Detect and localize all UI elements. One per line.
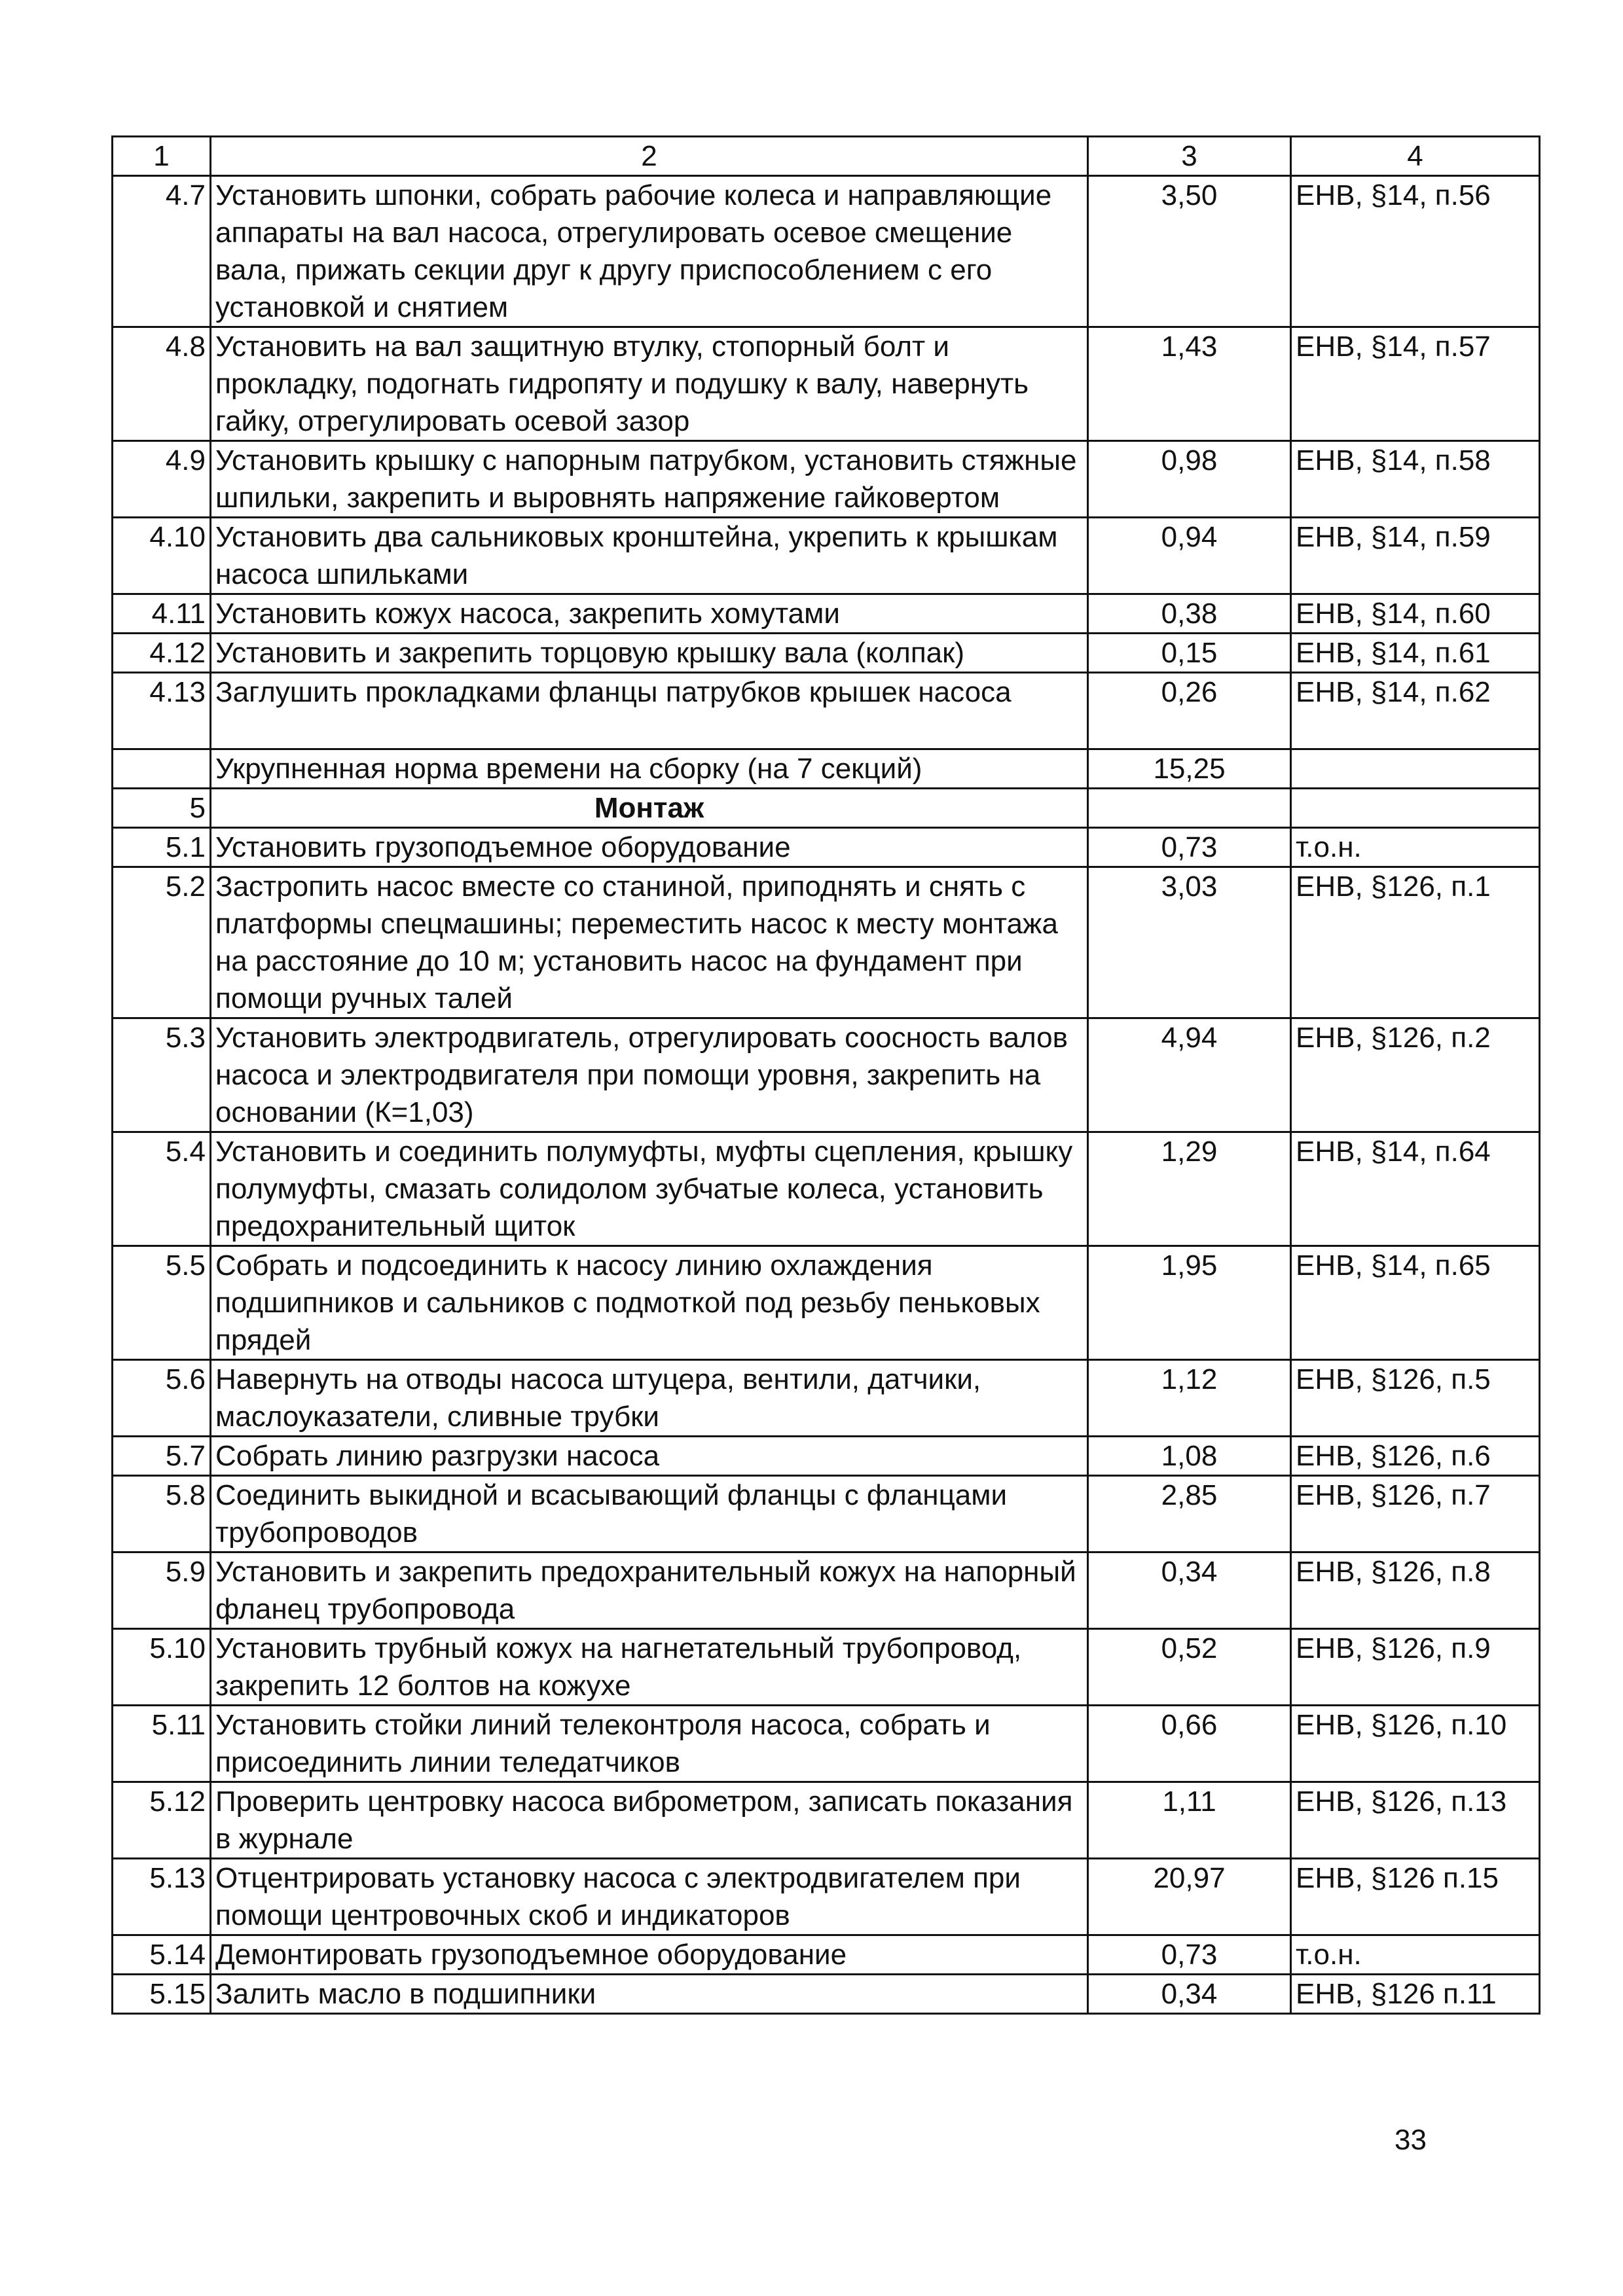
row-number: 5.10 bbox=[113, 1629, 211, 1706]
row-norm-value: 2,85 bbox=[1088, 1476, 1291, 1552]
row-reference: ЕНВ, §126 п.11 bbox=[1291, 1975, 1540, 2014]
row-description: Установить кожух насоса, закрепить хомутами bbox=[211, 594, 1088, 634]
row-description: Укрупненная норма времени на сборку (на 7 секций) bbox=[211, 749, 1088, 789]
row-norm-value: 0,34 bbox=[1088, 1552, 1291, 1629]
norms-table bbox=[111, 135, 1541, 2015]
row-reference: т.о.н. bbox=[1291, 1935, 1540, 1975]
row-number: 4.7 bbox=[113, 176, 211, 327]
row-norm-value: 20,97 bbox=[1088, 1859, 1291, 1935]
table-row bbox=[113, 441, 1540, 518]
row-description: Навернуть на отводы насоса штуцера, вентили, датчики, маслоуказатели, сливные трубки bbox=[211, 1360, 1088, 1437]
row-number: 5.5 bbox=[113, 1246, 211, 1360]
row-reference: ЕНВ, §14, п.59 bbox=[1291, 518, 1540, 594]
page-number: 33 bbox=[1395, 2124, 1427, 2156]
table-row bbox=[113, 1476, 1540, 1552]
row-norm-value: 3,50 bbox=[1088, 176, 1291, 327]
row-norm-value: 0,94 bbox=[1088, 518, 1291, 594]
row-description: Заглушить прокладками фланцы патрубков крышек насоса bbox=[211, 673, 1088, 749]
row-description: Демонтировать грузоподъемное оборудование bbox=[211, 1935, 1088, 1975]
row-number: 5.6 bbox=[113, 1360, 211, 1437]
row-norm-value: 1,29 bbox=[1088, 1132, 1291, 1246]
row-reference: т.о.н. bbox=[1291, 828, 1540, 867]
row-description: Установить два сальниковых кронштейна, укрепить к крышкам насоса шпильками bbox=[211, 518, 1088, 594]
row-norm-value: 0,38 bbox=[1088, 594, 1291, 634]
table-row bbox=[113, 594, 1540, 634]
row-norm-value: 0,66 bbox=[1088, 1706, 1291, 1782]
row-number: 4.9 bbox=[113, 441, 211, 518]
table-row bbox=[113, 1782, 1540, 1859]
row-description: Монтаж bbox=[211, 789, 1088, 828]
row-number: 5 bbox=[113, 789, 211, 828]
row-norm-value: 0,26 bbox=[1088, 673, 1291, 749]
row-number: 5.4 bbox=[113, 1132, 211, 1246]
table-row bbox=[113, 867, 1540, 1018]
table-row bbox=[113, 1706, 1540, 1782]
table-row bbox=[113, 1975, 1540, 2014]
header-col-4: 4 bbox=[1291, 137, 1540, 176]
row-reference: ЕНВ, §126, п.7 bbox=[1291, 1476, 1540, 1552]
row-norm-value: 0,34 bbox=[1088, 1975, 1291, 2014]
row-number: 5.14 bbox=[113, 1935, 211, 1975]
row-number: 5.2 bbox=[113, 867, 211, 1018]
table-row bbox=[113, 1246, 1540, 1360]
row-reference: ЕНВ, §14, п.64 bbox=[1291, 1132, 1540, 1246]
row-number: 5.3 bbox=[113, 1018, 211, 1132]
row-norm-value: 15,25 bbox=[1088, 749, 1291, 789]
table-header-row bbox=[113, 137, 1540, 176]
row-norm-value: 3,03 bbox=[1088, 867, 1291, 1018]
row-reference: ЕНВ, §14, п.65 bbox=[1291, 1246, 1540, 1360]
row-number: 4.13 bbox=[113, 673, 211, 749]
row-reference: ЕНВ, §14, п.60 bbox=[1291, 594, 1540, 634]
row-number: 4.12 bbox=[113, 634, 211, 673]
row-description: Соединить выкидной и всасывающий фланцы с фланцами трубопроводов bbox=[211, 1476, 1088, 1552]
row-norm-value: 1,95 bbox=[1088, 1246, 1291, 1360]
row-norm-value: 0,73 bbox=[1088, 828, 1291, 867]
table-row bbox=[113, 749, 1540, 789]
row-reference: ЕНВ, §126 п.15 bbox=[1291, 1859, 1540, 1935]
row-number: 5.13 bbox=[113, 1859, 211, 1935]
row-reference: ЕНВ, §14, п.62 bbox=[1291, 673, 1540, 749]
table-row bbox=[113, 1935, 1540, 1975]
row-reference: ЕНВ, §126, п.9 bbox=[1291, 1629, 1540, 1706]
row-description: Установить на вал защитную втулку, стопорный болт и прокладку, подогнать гидропяту и подушку к валу, навернуть гайку, отрегулировать осевой зазор bbox=[211, 327, 1088, 441]
row-norm-value bbox=[1088, 789, 1291, 828]
table-row bbox=[113, 1437, 1540, 1476]
row-norm-value: 1,11 bbox=[1088, 1782, 1291, 1859]
row-reference: ЕНВ, §126, п.1 bbox=[1291, 867, 1540, 1018]
row-reference bbox=[1291, 789, 1540, 828]
table-row bbox=[113, 1018, 1540, 1132]
header-col-1: 1 bbox=[113, 137, 211, 176]
row-number: 4.10 bbox=[113, 518, 211, 594]
row-description: Установить шпонки, собрать рабочие колеса и направляющие аппараты на вал насоса, отрегулировать осевое смещение вала, прижать секции друг к другу приспособлением с его установкой и снятием bbox=[211, 176, 1088, 327]
row-reference: ЕНВ, §14, п.57 bbox=[1291, 327, 1540, 441]
row-number: 5.11 bbox=[113, 1706, 211, 1782]
row-reference: ЕНВ, §126, п.2 bbox=[1291, 1018, 1540, 1132]
row-norm-value: 0,73 bbox=[1088, 1935, 1291, 1975]
row-description: Установить и закрепить торцовую крышку вала (колпак) bbox=[211, 634, 1088, 673]
row-reference: ЕНВ, §126, п.13 bbox=[1291, 1782, 1540, 1859]
header-col-2: 2 bbox=[211, 137, 1088, 176]
row-number: 5.1 bbox=[113, 828, 211, 867]
row-reference: ЕНВ, §14, п.58 bbox=[1291, 441, 1540, 518]
row-number: 5.7 bbox=[113, 1437, 211, 1476]
table-row bbox=[113, 1552, 1540, 1629]
row-description: Отцентрировать установку насоса с электродвигателем при помощи центровочных скоб и индикаторов bbox=[211, 1859, 1088, 1935]
row-number: 4.8 bbox=[113, 327, 211, 441]
table-row bbox=[113, 828, 1540, 867]
row-norm-value: 1,43 bbox=[1088, 327, 1291, 441]
row-norm-value: 1,08 bbox=[1088, 1437, 1291, 1476]
row-number: 5.9 bbox=[113, 1552, 211, 1629]
row-reference bbox=[1291, 749, 1540, 789]
row-number: 5.8 bbox=[113, 1476, 211, 1552]
row-number bbox=[113, 749, 211, 789]
row-description: Установить трубный кожух на нагнетательный трубопровод, закрепить 12 болтов на кожухе bbox=[211, 1629, 1088, 1706]
table-row bbox=[113, 176, 1540, 327]
row-description: Установить крышку с напорным патрубком, установить стяжные шпильки, закрепить и выровнять напряжение гайковертом bbox=[211, 441, 1088, 518]
table-row bbox=[113, 673, 1540, 749]
row-description: Собрать и подсоединить к насосу линию охлаждения подшипников и сальников с подмоткой под резьбу пеньковых прядей bbox=[211, 1246, 1088, 1360]
row-description: Застропить насос вместе со станиной, приподнять и снять с платформы спецмашины; переместить насос к месту монтажа на расстояние до 10 м; установить насос на фундамент при помощи ручных талей bbox=[211, 867, 1088, 1018]
row-norm-value: 0,15 bbox=[1088, 634, 1291, 673]
row-description: Установить и соединить полумуфты, муфты сцепления, крышку полумуфты, смазать солидолом зубчатые колеса, установить предохранительный щиток bbox=[211, 1132, 1088, 1246]
table-row bbox=[113, 1859, 1540, 1935]
row-reference: ЕНВ, §126, п.10 bbox=[1291, 1706, 1540, 1782]
row-norm-value: 1,12 bbox=[1088, 1360, 1291, 1437]
section-row bbox=[113, 789, 1540, 828]
row-description: Установить и закрепить предохранительный кожух на напорный фланец трубопровода bbox=[211, 1552, 1088, 1629]
table-row bbox=[113, 634, 1540, 673]
table-row bbox=[113, 1629, 1540, 1706]
row-number: 5.15 bbox=[113, 1975, 211, 2014]
row-norm-value: 0,98 bbox=[1088, 441, 1291, 518]
row-number: 4.11 bbox=[113, 594, 211, 634]
table-row bbox=[113, 518, 1540, 594]
row-reference: ЕНВ, §126, п.8 bbox=[1291, 1552, 1540, 1629]
row-description: Установить грузоподъемное оборудование bbox=[211, 828, 1088, 867]
row-description: Проверить центровку насоса виброметром, записать показания в журнале bbox=[211, 1782, 1088, 1859]
row-description: Собрать линию разгрузки насоса bbox=[211, 1437, 1088, 1476]
row-number: 5.12 bbox=[113, 1782, 211, 1859]
row-norm-value: 0,52 bbox=[1088, 1629, 1291, 1706]
row-description: Залить масло в подшипники bbox=[211, 1975, 1088, 2014]
row-reference: ЕНВ, §14, п.56 bbox=[1291, 176, 1540, 327]
row-description: Установить электродвигатель, отрегулировать соосность валов насоса и электродвигателя при помощи уровня, закрепить на основании (К=1,03) bbox=[211, 1018, 1088, 1132]
row-norm-value: 4,94 bbox=[1088, 1018, 1291, 1132]
table-row bbox=[113, 1360, 1540, 1437]
row-reference: ЕНВ, §14, п.61 bbox=[1291, 634, 1540, 673]
header-col-3: 3 bbox=[1088, 137, 1291, 176]
row-reference: ЕНВ, §126, п.5 bbox=[1291, 1360, 1540, 1437]
table-row bbox=[113, 327, 1540, 441]
table-row bbox=[113, 1132, 1540, 1246]
row-reference: ЕНВ, §126, п.6 bbox=[1291, 1437, 1540, 1476]
row-description: Установить стойки линий телеконтроля насоса, собрать и присоединить линии теледатчиков bbox=[211, 1706, 1088, 1782]
